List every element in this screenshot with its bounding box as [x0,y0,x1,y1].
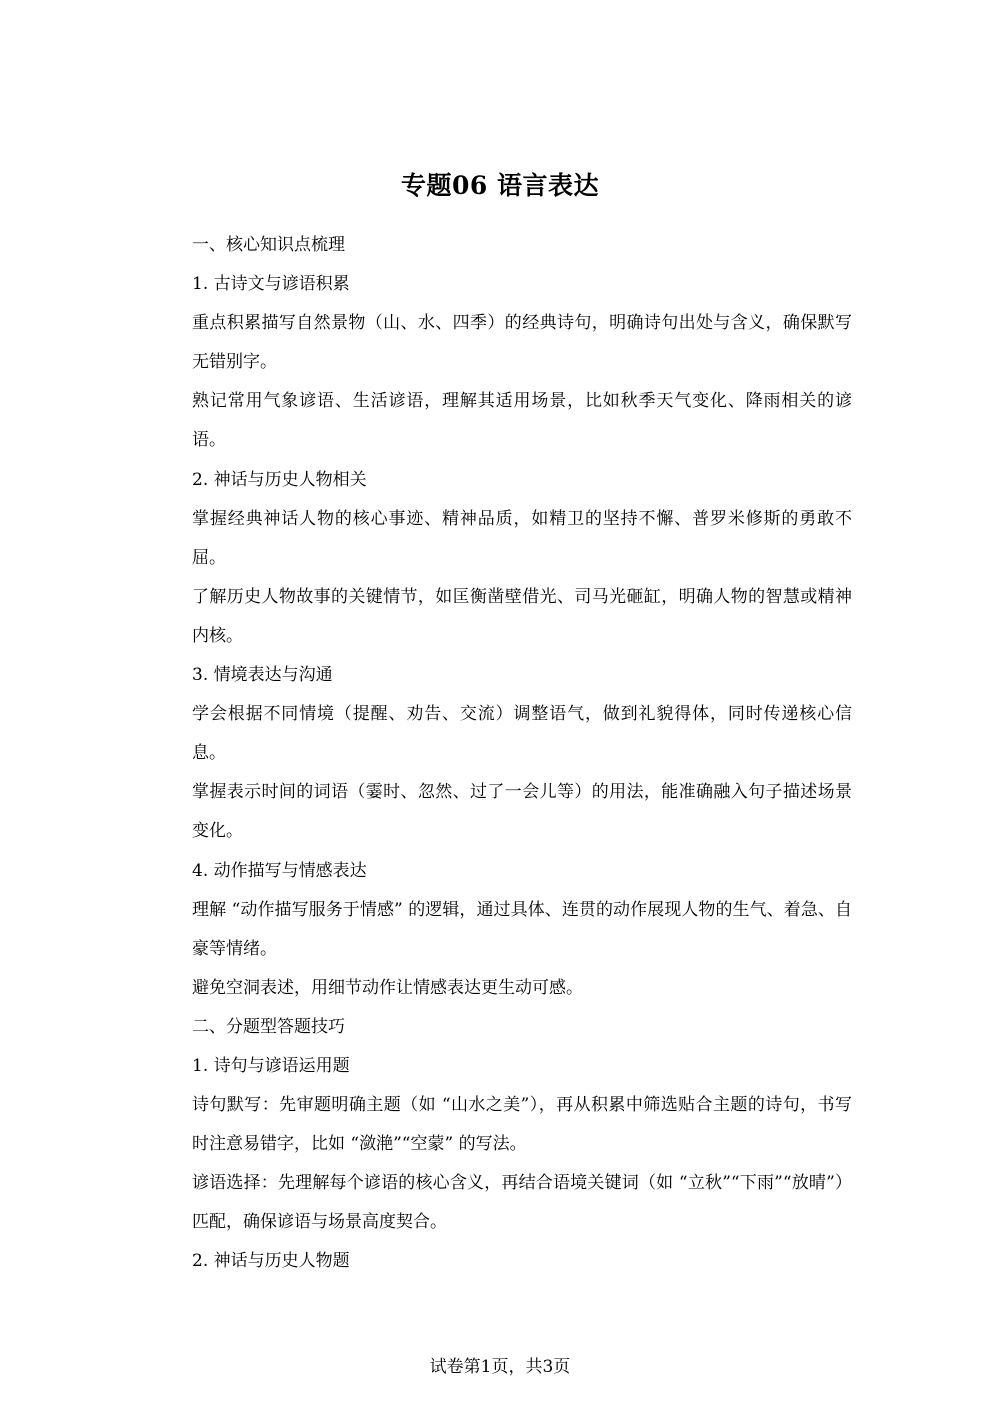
subsection-heading: 4. 动作描写与情感表达 [192,860,367,881]
paragraph: 掌握表示时间的词语（霎时、忽然、过了一会儿等）的用法，能准确融入句子描述场景变化。 [192,782,852,842]
paragraph: 了解历史人物故事的关键情节，如匡衡凿壁借光、司马光砸缸，明确人物的智慧或精神内核。 [192,586,852,646]
paragraph: 避免空洞表述，用细节动作让情感表达更生动可感。 [192,977,583,998]
subsection-heading: 2. 神话与历史人物相关 [192,469,367,490]
paragraph: 学会根据不同情境（提醒、劝告、交流）调整语气，做到礼貌得体，同时传递核心信息。 [192,704,852,764]
page-footer: 试卷第1页，共3页 [429,1357,571,1377]
section-heading: 二、分题型答题技巧 [192,1016,345,1037]
subsection-heading: 2. 神话与历史人物题 [192,1251,350,1272]
paragraph: 理解 “动作描写服务于情感” 的逻辑，通过具体、连贯的动作展现人物的生气、着急、自豪等情绪。 [192,899,852,959]
paragraph: 掌握经典神话人物的核心事迹、精神品质，如精卫的坚持不懈、普罗米修斯的勇敢不屈。 [192,508,852,568]
subsection-heading: 3. 情境表达与沟通 [192,665,333,686]
paragraph: 诗句默写：先审题明确主题（如 “山水之美”），再从积累中筛选贴合主题的诗句，书写时注意易错字，比如 “潋滟”“空蒙” 的写法。 [192,1095,852,1155]
section-heading: 一、核心知识点梳理 [192,235,345,255]
subsection-heading: 1. 古诗文与谚语积累 [192,274,350,295]
paragraph: 谚语选择：先理解每个谚语的核心含义，再结合语境关键词（如 “立秋”“下雨”“放晴”）匹配，确保谚语与场景高度契合。 [192,1173,852,1233]
paragraph: 重点积累描写自然景物（山、水、四季）的经典诗句，明确诗句出处与含义，确保默写无错别字。 [192,313,852,373]
document-body [192,226,852,1282]
page-title: 专题06 语言表达 [401,171,599,200]
paragraph: 熟记常用气象谚语、生活谚语，理解其适用场景，比如秋季天气变化、降雨相关的谚语。 [192,391,852,451]
subsection-heading: 1. 诗句与谚语运用题 [192,1055,350,1076]
